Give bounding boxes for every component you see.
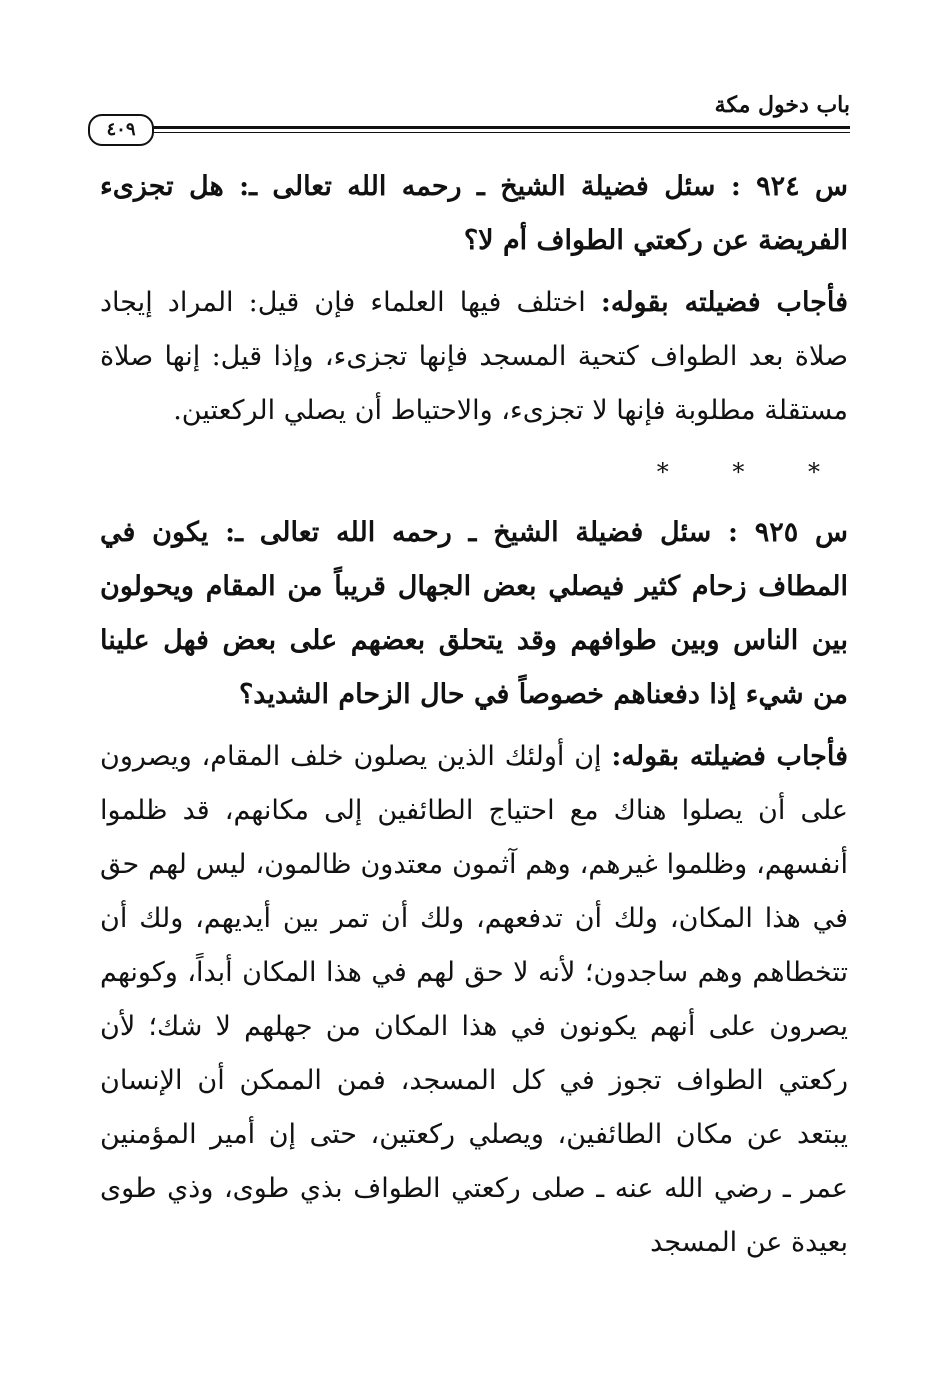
header-rule-thin bbox=[146, 132, 850, 133]
answer-lead-924: فأجاب فضيلته بقوله: bbox=[600, 287, 849, 318]
question-text-924: سئل فضيلة الشيخ ـ رحمه الله تعالى ـ: هل تجزىء الفريضة عن ركعتي الطواف أم لا؟ bbox=[100, 171, 848, 256]
question-924 bbox=[100, 160, 848, 268]
question-text-925: سئل فضيلة الشيخ ـ رحمه الله تعالى ـ: يكون في المطاف زحام كثير فيصلي بعض الجهال قريباً من المقام ويحولون بين الناس وبين طوافهم وقد يتحلق بعضهم على بعض فهل علينا من شيء إذا دفعناهم خصوصاً في حال الزحام الشديد؟ bbox=[100, 517, 848, 710]
divider-star: * bbox=[732, 458, 773, 486]
question-925 bbox=[100, 506, 848, 722]
page-number: ٤٠٩ bbox=[88, 114, 154, 146]
question-number-925: س ٩٢٥ : bbox=[728, 517, 849, 548]
section-divider bbox=[100, 438, 848, 506]
answer-925 bbox=[100, 730, 848, 1270]
answer-lead-925: فأجاب فضيلته بقوله: bbox=[611, 741, 848, 772]
page-header bbox=[88, 92, 850, 144]
answer-text-925: إن أولئك الذين يصلون خلف المقام، ويصرون على أن يصلوا هناك مع احتياج الطائفين إلى مكانهم، قد ظلموا أنفسهم، وظلموا غيرهم، وهم آثمون معتدون ظالمون، ليس لهم حق في هذا المكان، ولك أن تدفعهم، ولك أن تمر بين أيديهم، ولك أن تتخطاهم وهم ساجدون؛ لأنه لا حق لهم في هذا المكان أبداً، وكونهم يصرون على أنهم يكونون في هذا المكان من جهلهم لا شك؛ لأن ركعتي الطواف تجوز في كل المسجد، فمن الممكن أن الإنسان يبتعد عن مكان الطائفين، ويصلي ركعتين، حتى إن أمير المؤمنين عمر ـ رضي الله عنه ـ صلى ركعتي الطواف بذي طوى، وذي طوى بعيدة عن المسجد bbox=[100, 741, 848, 1258]
page-body bbox=[100, 160, 848, 1270]
question-number-924: س ٩٢٤ : bbox=[730, 171, 849, 202]
header-rule-thick bbox=[146, 126, 850, 129]
answer-text-924: اختلف فيها العلماء فإن قيل: المراد إيجاد صلاة بعد الطواف كتحية المسجد فإنها تجزىء، وإذا قيل: إنها صلاة مستقلة مطلوبة فإنها لا تجزىء، والاحتياط أن يصلي الركعتين. bbox=[100, 287, 848, 426]
divider-star: * bbox=[808, 458, 848, 486]
divider-star: * bbox=[656, 458, 697, 486]
chapter-title: باب دخول مكة bbox=[714, 92, 850, 118]
answer-924 bbox=[100, 276, 848, 438]
